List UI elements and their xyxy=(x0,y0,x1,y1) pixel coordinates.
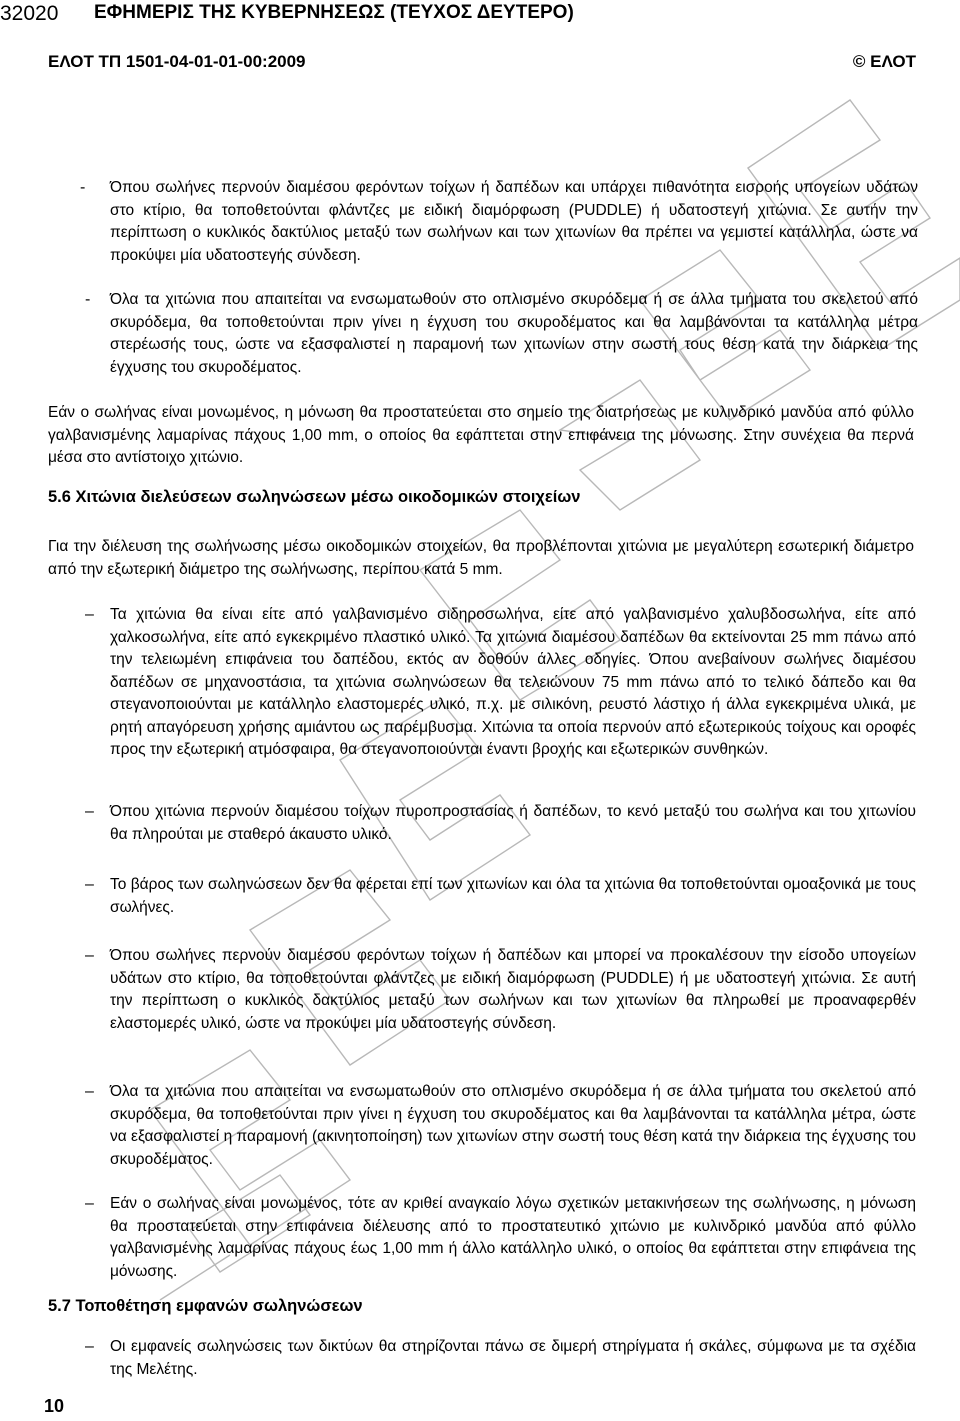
insulation-paragraph: Εάν ο σωλήνας είναι μονωμένος, η μόνωση θα προστατεύεται στο σημείο της διατρήσεως με κυλινδρικό μανδύα από φύλλο γαλβανισμένης λαμαρίνας πάχους 1,00 mm, ο οποίος θα εφάπτεται στην επιφάνεια της μόνωσης. Στην συνέχεια θα περνά μέσα στο αντίστοιχο χιτώνιο. xyxy=(48,404,914,466)
page-number-bottom: 10 xyxy=(44,1396,65,1416)
copyright-notice: © ΕΛΟΤ xyxy=(852,52,916,71)
section-5-6-bullet-5: Όλα τα χιτώνια που απαιτείται να ενσωματωθούν στο οπλισμένο σκυρόδεμα ή σε άλλα τμήματα του σκελετού από σκυρόδεμα, θα τοποθετούνται πριν γίνει η έγχυση του σκυροδέματος και θα λαμβάνονται τα κατάλληλα μέτρα, ώστε να εξασφαλιστεί η παραμονή (ακινητοποίηση) των χιτωνίων στην σωστή τους θέση κατά την διάρκεια της έγχυσης του σκυροδέματος. xyxy=(110,1083,916,1168)
section-5-7-bullet-1: Οι εμφανείς σωληνώσεις των δικτύων θα στηρίζονται πάνω σε διμερή στηρίγματα ή σκάλες, σύμφωνα με τα σχέδια της Μελέτης. xyxy=(110,1338,916,1378)
bullet-marker: - xyxy=(80,179,86,196)
standard-code: ΕΛΟΤ ΤΠ 1501-04-01-01-00:2009 xyxy=(48,52,306,71)
section-5-6-bullet-4: Όπου σωλήνες περνούν διαμέσου φερόντων τοίχων ή δαπέδων και μπορεί να προκαλέσουν την είσοδο υπογείων υδάτων στο κτίριο, θα τοποθετούνται φλάντζες με ειδική διαμόρφωση (PUDDLE) ή με υδατοστεγή χιτώνια. Σε αυτή την περίπτωση ο κυκλικός δακτύλιος μεταξύ των σωλήνων και των χιτωνίων θα πληρωθεί με προαναφερθέν ελαστομερές υλικό, ώστε να προκύψει μία υδατοστεγής σύνδεση. xyxy=(110,947,916,1032)
bullet-marker: – xyxy=(85,606,94,623)
section-5-6-intro: Για την διέλευση της σωλήνωσης μέσω οικοδομικών στοιχείων, θα προβλέπονται χιτώνια με μεγαλύτερη εσωτερική διάμετρο από την εξωτερική διάμετρο της σωλήνωσης, περίπου κατά 5 mm. xyxy=(48,538,914,578)
section-5-6-bullet-1: Τα χιτώνια θα είναι είτε από γαλβανισμένο σιδηροσωλήνα, είτε από γαλβανισμένο χαλυβδοσωλήνα, είτε από χαλκοσωλήνα, είτε από εγκεκριμένο πλαστικό υλικό. Τα χιτώνια διαμέσου δαπέδων θα εκτείνονται 25 mm πάνω από την τελειωμένη επιφάνεια του δαπέδου, εκτός αν δοθούν άλλες οδηγίες. Όπου ανεβαίνουν σωλήνες διαμέσου δαπέδων σε μηχανοστάσια, τα χιτώνια σωληνώσεων θα τελειώνουν 75 mm πάνω από το τελικό δάπεδο και θα στεγανοποιούνται με κατάλληλο ελαστομερές υλικό, π.χ. με σιλικόνη, ρευστό λάστιχο ή άλλα εγκεκριμένα υλικά, με ρητή απαγόρευση χρήσης αμιάντου ως παρέμβυσμα. Χιτώνια τα οποία περνούν από εξωτερικούς τοίχους και οροφές προς την εξωτερική ατμόσφαιρα, θα στεγανοποιούνται έναντι βροχής και εξωτερικών συνθηκών. xyxy=(110,606,916,758)
top-bullet-2: Όλα τα χιτώνια που απαιτείται να ενσωματωθούν στο οπλισμένο σκυρόδεμα ή σε άλλα τμήματα του σκελετού από σκυρόδεμα, θα τοποθετούνται πριν γίνει η έγχυση του σκυροδέματος και θα λαμβάνονται τα κατάλληλα μέτρα στερέωσής τους, ώστε να εξασφαλιστεί η παραμονή των χιτωνίων στην σωστή τους θέση κατά την διάρκεια της έγχυσης του σκυροδέματος. xyxy=(110,291,918,376)
bullet-marker: – xyxy=(85,947,94,964)
section-heading-5-6: 5.6 Χιτώνια διελεύσεων σωληνώσεων μέσω οικοδομικών στοιχείων xyxy=(48,488,581,506)
bullet-marker: - xyxy=(85,291,91,308)
section-heading-5-7: 5.7 Τοποθέτηση εμφανών σωληνώσεων xyxy=(48,1297,363,1315)
section-5-6-bullet-3: Το βάρος των σωληνώσεων δεν θα φέρεται επί των χιτωνίων και όλα τα χιτώνια θα τοποθετούνται ομοαξονικά με τους σωλήνες. xyxy=(110,876,916,916)
page-number-top: 32020 xyxy=(0,2,59,25)
bullet-marker: – xyxy=(85,1195,94,1212)
bullet-marker: – xyxy=(85,1083,94,1100)
bullet-marker: – xyxy=(85,803,94,820)
top-bullet-1: Όπου σωλήνες περνούν διαμέσου φερόντων τοίχων ή δαπέδων και υπάρχει πιθανότητα εισροής υπογείων υδάτων στο κτίριο, θα τοποθετούνται φλάντζες με ειδική διαμόρφωση (PUDDLE) ή υδατοστεγή χιτώνια. Σε αυτήν την περίπτωση ο κυκλικός δακτύλιος μεταξύ των σωλήνων και των χιτωνίων θα πρέπει να γεμιστεί κατάλληλα, ώστε να προκύψει μία υδατοστεγής σύνδεση. xyxy=(110,179,918,264)
gazette-title: ΕΦΗΜΕΡΙΣ ΤΗΣ ΚΥΒΕΡΝΗΣΕΩΣ (ΤΕΥΧΟΣ ΔΕΥΤΕΡΟ) xyxy=(94,2,574,23)
section-5-6-bullet-6: Εάν ο σωλήνας είναι μονωμένος, τότε αν κριθεί αναγκαίο λόγω σχετικών μετακινήσεων της σωλήνωσης, η μόνωση θα προστατεύεται στην επιφάνεια διέλευσης από το προστατευτικό χιτώνιο με κυλινδρικό μανδύα από φύλλο γαλβανισμένης λαμαρίνας πάχους έως 1,00 mm ή άλλο κατάλληλο υλικό, ο οποίος θα εφάπτεται στην επιφάνεια της μόνωσης. xyxy=(110,1195,916,1280)
bullet-marker: – xyxy=(85,1338,94,1355)
bullet-marker: – xyxy=(85,876,94,893)
section-5-6-bullet-2: Όπου χιτώνια περνούν διαμέσου τοίχων πυροπροστασίας ή δαπέδων, το κενό μεταξύ του σωλήνα και του χιτωνίου θα πληρούται με σταθερό άκαυστο υλικό. xyxy=(110,803,916,843)
